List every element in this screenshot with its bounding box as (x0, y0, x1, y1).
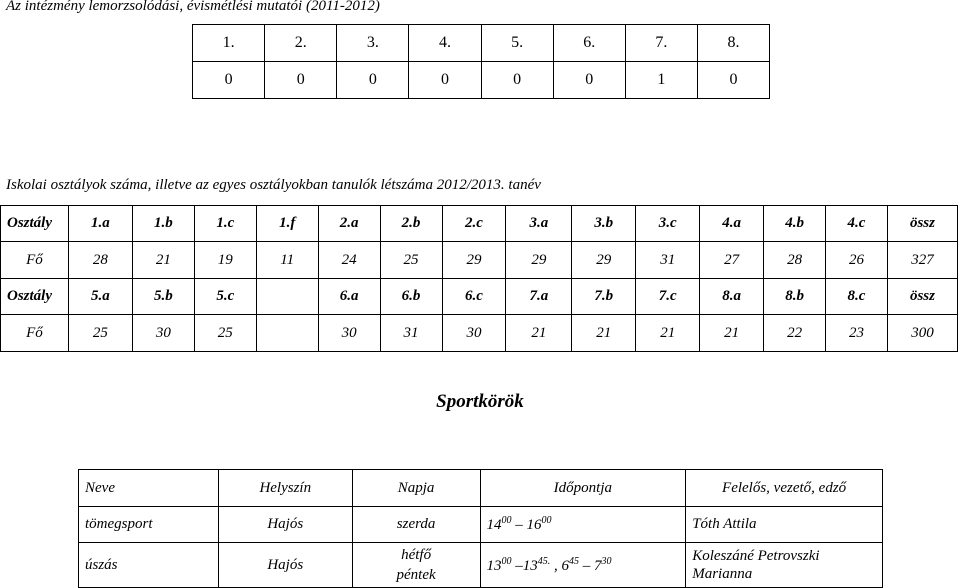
class-cell: 3.c (636, 206, 700, 242)
table-row (79, 470, 883, 507)
row-label: Osztály (1, 279, 69, 315)
count-cell: 27 (700, 242, 764, 279)
table-row (1, 206, 958, 242)
count-cell: 25 (194, 315, 256, 352)
rate-5: 0 (481, 62, 553, 99)
class-cell: 7.b (572, 279, 636, 315)
class-cell (256, 279, 318, 315)
header-day: Napja (352, 470, 480, 507)
class-cell: 1.b (132, 206, 194, 242)
class-cell: 2.a (318, 206, 380, 242)
class-cell: 4.b (764, 206, 826, 242)
year-7: 7. (625, 25, 697, 62)
class-cell: 5.b (132, 279, 194, 315)
table-row (1, 279, 958, 315)
count-cell: 23 (826, 315, 888, 352)
count-cell: 21 (700, 315, 764, 352)
rate-4: 0 (409, 62, 481, 99)
time-sep: – (511, 517, 527, 533)
club-time (480, 507, 686, 543)
rate-2: 0 (265, 62, 337, 99)
time-sup: 45 (569, 555, 579, 567)
count-cell: 29 (442, 242, 506, 279)
row-label: Osztály (1, 206, 69, 242)
time-part: 7 (594, 557, 602, 574)
count-cell (256, 315, 318, 352)
class-cell: 7.c (636, 279, 700, 315)
count-cell: 29 (506, 242, 572, 279)
club-day: szerda (352, 507, 480, 543)
sport-title: Sportkörök (436, 391, 524, 412)
class-cell: 6.a (318, 279, 380, 315)
class-cell: 6.c (442, 279, 506, 315)
count-cell: 21 (132, 242, 194, 279)
club-place: Hajós (218, 543, 352, 588)
row-label: Fő (1, 315, 69, 352)
time-part: 16 (526, 517, 542, 533)
year-3: 3. (337, 25, 409, 62)
class-cell: 8.b (764, 279, 826, 315)
count-cell: 25 (380, 242, 442, 279)
club-leader: Koleszáné Petrovszki Marianna (686, 543, 883, 588)
club-day (352, 543, 480, 588)
header-time: Időpontja (480, 470, 686, 507)
total-header: össz (887, 206, 957, 242)
time-sep: – (579, 557, 594, 574)
day-line: péntek (396, 567, 436, 583)
club-name: tömegsport (79, 507, 219, 543)
table-row (1, 242, 958, 279)
time-sup: 30 (601, 555, 612, 567)
class-cell: 1.a (68, 206, 132, 242)
rate-3: 0 (337, 62, 409, 99)
time-sup: 00 (541, 515, 552, 526)
club-leader: Tóth Attila (686, 507, 883, 543)
count-cell: 30 (442, 315, 506, 352)
count-cell: 21 (572, 315, 636, 352)
count-cell: 30 (132, 315, 194, 352)
count-cell: 31 (636, 242, 700, 279)
total-header: össz (887, 279, 957, 315)
time-part: 6 (561, 557, 569, 574)
total-cell: 327 (887, 242, 957, 279)
class-cell: 3.b (572, 206, 636, 242)
count-cell: 24 (318, 242, 380, 279)
class-cell: 3.a (506, 206, 572, 242)
sport-clubs-table (78, 469, 883, 588)
dropout-rates-table (192, 24, 770, 99)
class-cell: 2.c (442, 206, 506, 242)
time-part: 14 (486, 517, 502, 533)
day-line: hétfő (401, 547, 432, 563)
time-sep: , (550, 557, 562, 574)
rate-6: 0 (553, 62, 625, 99)
count-cell: 31 (380, 315, 442, 352)
header-name: Neve (79, 470, 219, 507)
time-sup: 00 (501, 555, 512, 567)
year-6: 6. (553, 25, 625, 62)
table-row (193, 25, 770, 62)
class-cell: 7.a (506, 279, 572, 315)
count-cell: 26 (826, 242, 888, 279)
time-part: 13 (522, 557, 538, 574)
count-cell: 11 (256, 242, 318, 279)
year-1: 1. (193, 25, 265, 62)
classes-title: Iskolai osztályok száma, illetve az egyes osztályokban tanulók létszáma 2012/2013. tanév (6, 177, 541, 193)
club-time (480, 543, 686, 588)
classes-table (0, 205, 958, 352)
year-5: 5. (481, 25, 553, 62)
count-cell: 22 (764, 315, 826, 352)
class-cell: 1.f (256, 206, 318, 242)
row-label: Fő (1, 242, 69, 279)
class-cell: 2.b (380, 206, 442, 242)
count-cell: 28 (68, 242, 132, 279)
count-cell: 25 (68, 315, 132, 352)
table-row (1, 315, 958, 352)
total-cell: 300 (887, 315, 957, 352)
year-8: 8. (697, 25, 769, 62)
class-cell: 6.b (380, 279, 442, 315)
count-cell: 21 (636, 315, 700, 352)
time-sup: 45. (537, 555, 551, 567)
club-name: úszás (79, 543, 219, 588)
class-cell: 5.a (68, 279, 132, 315)
time-part: 13 (486, 557, 502, 574)
class-cell: 4.c (826, 206, 888, 242)
count-cell: 29 (572, 242, 636, 279)
class-cell: 8.a (700, 279, 764, 315)
rate-1: 0 (193, 62, 265, 99)
rate-8: 0 (697, 62, 769, 99)
club-place: Hajós (218, 507, 352, 543)
rate-7: 1 (625, 62, 697, 99)
count-cell: 19 (194, 242, 256, 279)
class-cell: 8.c (826, 279, 888, 315)
count-cell: 28 (764, 242, 826, 279)
count-cell: 21 (506, 315, 572, 352)
year-2: 2. (265, 25, 337, 62)
year-4: 4. (409, 25, 481, 62)
header-leader: Felelős, vezető, edző (686, 470, 883, 507)
header-place: Helyszín (218, 470, 352, 507)
count-cell: 30 (318, 315, 380, 352)
table-row (193, 62, 770, 99)
document-title: Az intézmény lemorzsolódási, évismétlési mutatói (2011-2012) (6, 0, 380, 14)
time-sep: – (511, 557, 523, 574)
table-row (79, 543, 883, 588)
class-cell: 5.c (194, 279, 256, 315)
class-cell: 1.c (194, 206, 256, 242)
table-row (79, 507, 883, 543)
class-cell: 4.a (700, 206, 764, 242)
time-sup: 00 (501, 515, 512, 526)
